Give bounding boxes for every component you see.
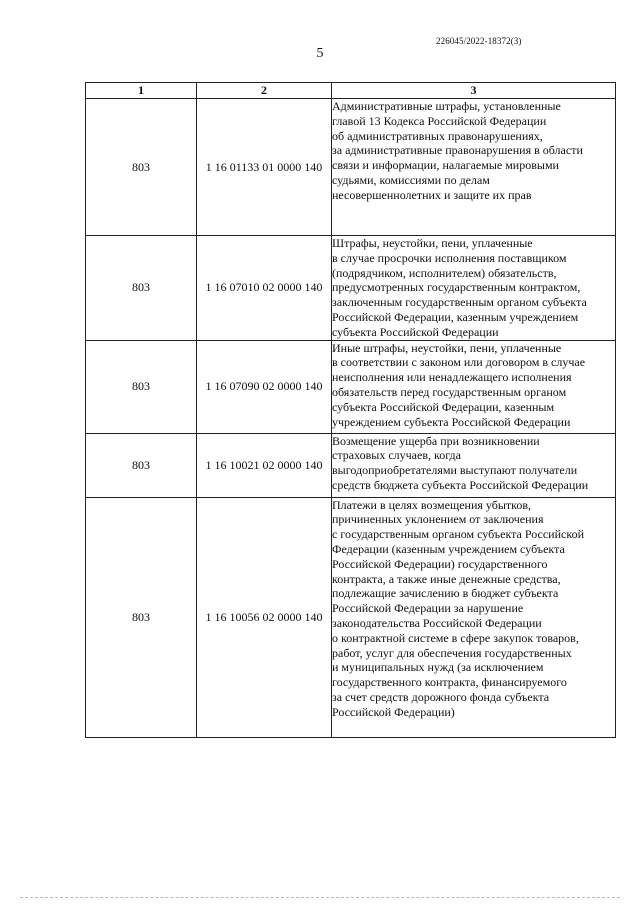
table-row bbox=[86, 340, 616, 433]
description-line: судьями, комиссиями по делам bbox=[332, 172, 490, 187]
description-line: средств бюджета субъекта Российской Федерации bbox=[332, 477, 589, 492]
description-line: обязательств перед государственным органом bbox=[332, 384, 567, 399]
admin-code-cell: 803 bbox=[86, 340, 197, 433]
description-cell bbox=[332, 433, 616, 497]
admin-code-cell: 803 bbox=[86, 497, 197, 737]
description-line: страховых случаев, когда bbox=[332, 448, 461, 463]
description-line: Административные штрафы, установленные bbox=[332, 99, 561, 113]
description-line: о контрактной системе в сфере закупок товаров, bbox=[332, 630, 579, 645]
table-row bbox=[86, 236, 616, 341]
description-line: в соответствии с законом или договором в случае bbox=[332, 355, 586, 370]
scan-edge-divider bbox=[20, 897, 620, 899]
description-cell bbox=[332, 497, 616, 737]
description-line: Российской Федерации) государственного bbox=[332, 556, 548, 571]
kbk-code-cell: 1 16 01133 01 0000 140 bbox=[197, 99, 332, 236]
admin-code-cell: 803 bbox=[86, 236, 197, 341]
description-line: контракта, а также иные денежные средства, bbox=[332, 571, 561, 586]
description-line: и муниципальных нужд (за исключением bbox=[332, 660, 544, 675]
description-line: Российской Федерации, казенным учреждением bbox=[332, 309, 579, 324]
description-line: Платежи в целях возмещения убытков, bbox=[332, 497, 532, 512]
description-line: законодательства Российской Федерации bbox=[332, 615, 542, 630]
admin-code-cell: 803 bbox=[86, 433, 197, 497]
description-cell bbox=[332, 236, 616, 341]
description-line: выгодоприобретателями выступают получатели bbox=[332, 463, 578, 478]
kbk-code-cell: 1 16 10056 02 0000 140 bbox=[197, 497, 332, 737]
table-header bbox=[86, 83, 616, 99]
column-header-3: 3 bbox=[332, 83, 616, 99]
description-line: в случае просрочки исполнения поставщиком bbox=[332, 250, 567, 265]
admin-code-cell: 803 bbox=[86, 99, 197, 236]
description-line: несовершеннолетних и защите их прав bbox=[332, 187, 532, 202]
description-line: об административных правонарушениях, bbox=[332, 128, 543, 143]
description-line: работ, услуг для обеспечения государственных bbox=[332, 645, 572, 660]
kbk-code-cell: 1 16 10021 02 0000 140 bbox=[197, 433, 332, 497]
description-line: Иные штрафы, неустойки, пени, уплаченные bbox=[332, 340, 562, 355]
kbk-code-cell: 1 16 07010 02 0000 140 bbox=[197, 236, 332, 341]
description-line: Возмещение ущерба при возникновении bbox=[332, 433, 540, 448]
description-line: заключенным государственным органом субъекта bbox=[332, 295, 587, 310]
document-reference-number: 226045/2022-18372(3) bbox=[436, 36, 522, 46]
table-row bbox=[86, 497, 616, 737]
description-line: причиненных уклонением от заключения bbox=[332, 512, 544, 527]
column-header-2: 2 bbox=[197, 83, 332, 99]
description-line: связи и информации, налагаемые мировыми bbox=[332, 158, 559, 173]
description-line: с государственным органом субъекта Российской bbox=[332, 527, 584, 542]
table-row bbox=[86, 99, 616, 236]
description-line: учреждением субъекта Российской Федерации bbox=[332, 414, 571, 429]
description-line: Штрафы, неустойки, пени, уплаченные bbox=[332, 236, 533, 250]
table-row bbox=[86, 433, 616, 497]
description-line: главой 13 Кодекса Российской Федерации bbox=[332, 113, 547, 128]
column-header-1: 1 bbox=[86, 83, 197, 99]
budget-codes-table bbox=[85, 82, 616, 738]
description-line: подлежащие зачислению в бюджет субъекта bbox=[332, 586, 559, 601]
description-line: Федерации (казенным учреждением субъекта bbox=[332, 541, 565, 556]
description-line: за административные правонарушения в области bbox=[332, 143, 583, 158]
description-cell bbox=[332, 340, 616, 433]
description-line: за счет средств дорожного фонда субъекта bbox=[332, 689, 550, 704]
description-line: неисполнения или ненадлежащего исполнения bbox=[332, 370, 572, 385]
description-line: государственного контракта, финансируемого bbox=[332, 675, 567, 690]
description-line: предусмотренных государственным контрактом, bbox=[332, 280, 581, 295]
description-line: Российской Федерации) bbox=[332, 704, 455, 719]
page-number: 5 bbox=[316, 46, 324, 61]
description-line: субъекта Российской Федерации, казенным bbox=[332, 399, 555, 414]
description-line: Российской Федерации за нарушение bbox=[332, 601, 524, 616]
description-line: (подрядчиком, исполнителем) обязательств, bbox=[332, 265, 557, 280]
description-cell bbox=[332, 99, 616, 236]
description-line: субъекта Российской Федерации bbox=[332, 324, 499, 339]
kbk-code-cell: 1 16 07090 02 0000 140 bbox=[197, 340, 332, 433]
